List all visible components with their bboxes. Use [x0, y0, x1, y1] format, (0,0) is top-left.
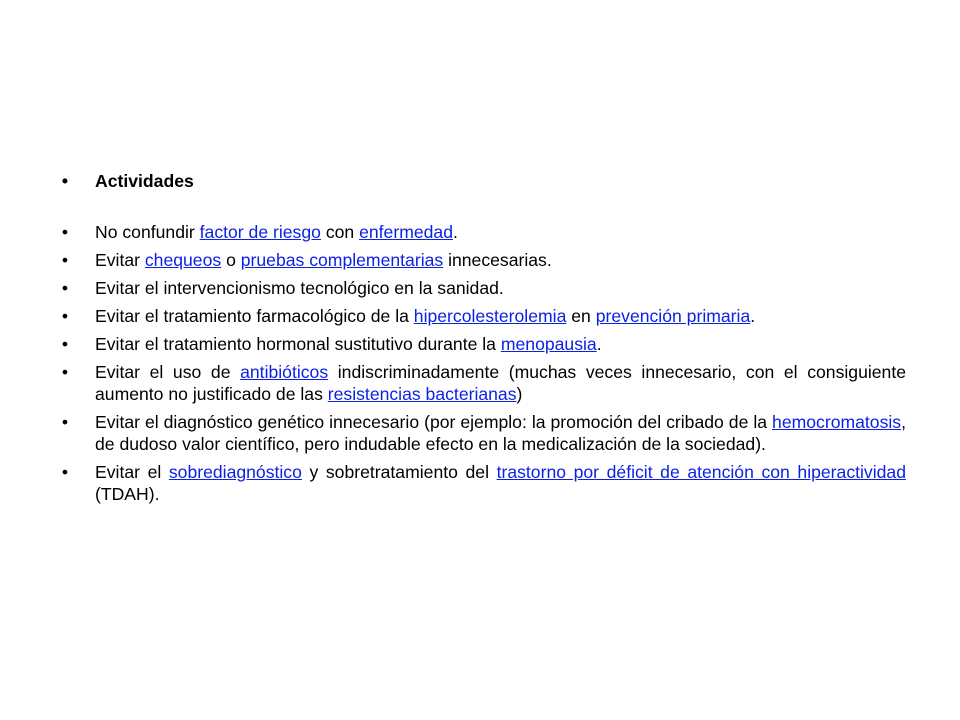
text-segment: Evitar el diagnóstico genético innecesario (por ejemplo: la promoción del cribado de la: [95, 412, 773, 432]
text-segment: .: [750, 306, 756, 326]
text-segment: Evitar el uso de: [95, 362, 241, 382]
heading-text: Actividades: [95, 171, 194, 191]
list-item: [58, 221, 906, 243]
list-item: [58, 361, 906, 405]
text-segment: .: [453, 222, 458, 242]
hyperlink[interactable]: sobrediagnóstico: [168, 462, 302, 482]
text-segment: Evitar el tratamiento farmacológico de la: [95, 306, 414, 326]
text-segment: Evitar el intervencionismo tecnológico en la sanidad.: [95, 278, 504, 298]
hyperlink[interactable]: resistencias bacterianas: [327, 384, 517, 404]
bullet-icon: •: [61, 334, 69, 354]
list-item: [58, 305, 906, 327]
bullet-icon: •: [61, 250, 69, 270]
list-item-text: [95, 306, 755, 326]
hyperlink[interactable]: trastorno por déficit de atención con hiperactividad: [496, 462, 906, 482]
list-item-text: [95, 462, 906, 504]
hyperlink[interactable]: hipercolesterolemia: [413, 306, 567, 326]
hyperlink[interactable]: factor de riesgo: [199, 222, 321, 242]
text-segment: Evitar el tratamiento hormonal sustitutivo durante la: [95, 334, 501, 354]
list-item: [58, 461, 906, 505]
text-segment: indiscriminadamente (muchas veces innecesario, con el consiguiente aumento no justificado de las: [95, 362, 907, 404]
text-segment: en: [566, 306, 596, 326]
hyperlink[interactable]: prevención primaria: [595, 306, 751, 326]
list-heading-item: [58, 170, 906, 192]
text-segment: Evitar el: [95, 462, 169, 482]
hyperlink[interactable]: antibióticos: [240, 362, 329, 382]
text-segment: No confundir: [95, 222, 200, 242]
list-item-text: [95, 334, 602, 354]
list-item-text: [95, 222, 458, 242]
hyperlink[interactable]: enfermedad: [359, 222, 453, 242]
list-item: [58, 249, 906, 271]
list-item-text: [95, 362, 906, 404]
list-item-text: [95, 278, 504, 298]
text-segment: o: [221, 250, 241, 270]
list-item: [58, 411, 906, 455]
hyperlink[interactable]: hemocromatosis: [772, 412, 902, 432]
bullet-icon: •: [61, 462, 69, 482]
bullet-icon: •: [61, 222, 69, 242]
text-segment: .: [596, 334, 602, 354]
list-item-text: [95, 412, 906, 454]
hyperlink[interactable]: menopausia: [500, 334, 597, 354]
text-segment: ): [516, 384, 523, 404]
text-segment: , de dudoso valor científico, pero indudable efecto en la medicalización de la sociedad).: [95, 412, 906, 454]
list-item: [58, 277, 906, 299]
bullet-icon: •: [61, 278, 69, 298]
bullet-icon: •: [61, 362, 69, 382]
bullet-icon: •: [61, 171, 69, 191]
text-segment: y sobretratamiento del: [301, 462, 497, 482]
text-segment: Evitar: [95, 250, 145, 270]
list-item-text: [95, 250, 552, 270]
hyperlink[interactable]: pruebas complementarias: [240, 250, 444, 270]
list-item: [58, 333, 906, 355]
bullet-icon: •: [61, 306, 69, 326]
text-segment: innecesarias.: [443, 250, 552, 270]
hyperlink[interactable]: chequeos: [144, 250, 222, 270]
text-segment: con: [320, 222, 360, 242]
activities-list: [58, 170, 906, 511]
bullet-icon: •: [61, 412, 69, 432]
text-segment: (TDAH).: [95, 484, 160, 504]
